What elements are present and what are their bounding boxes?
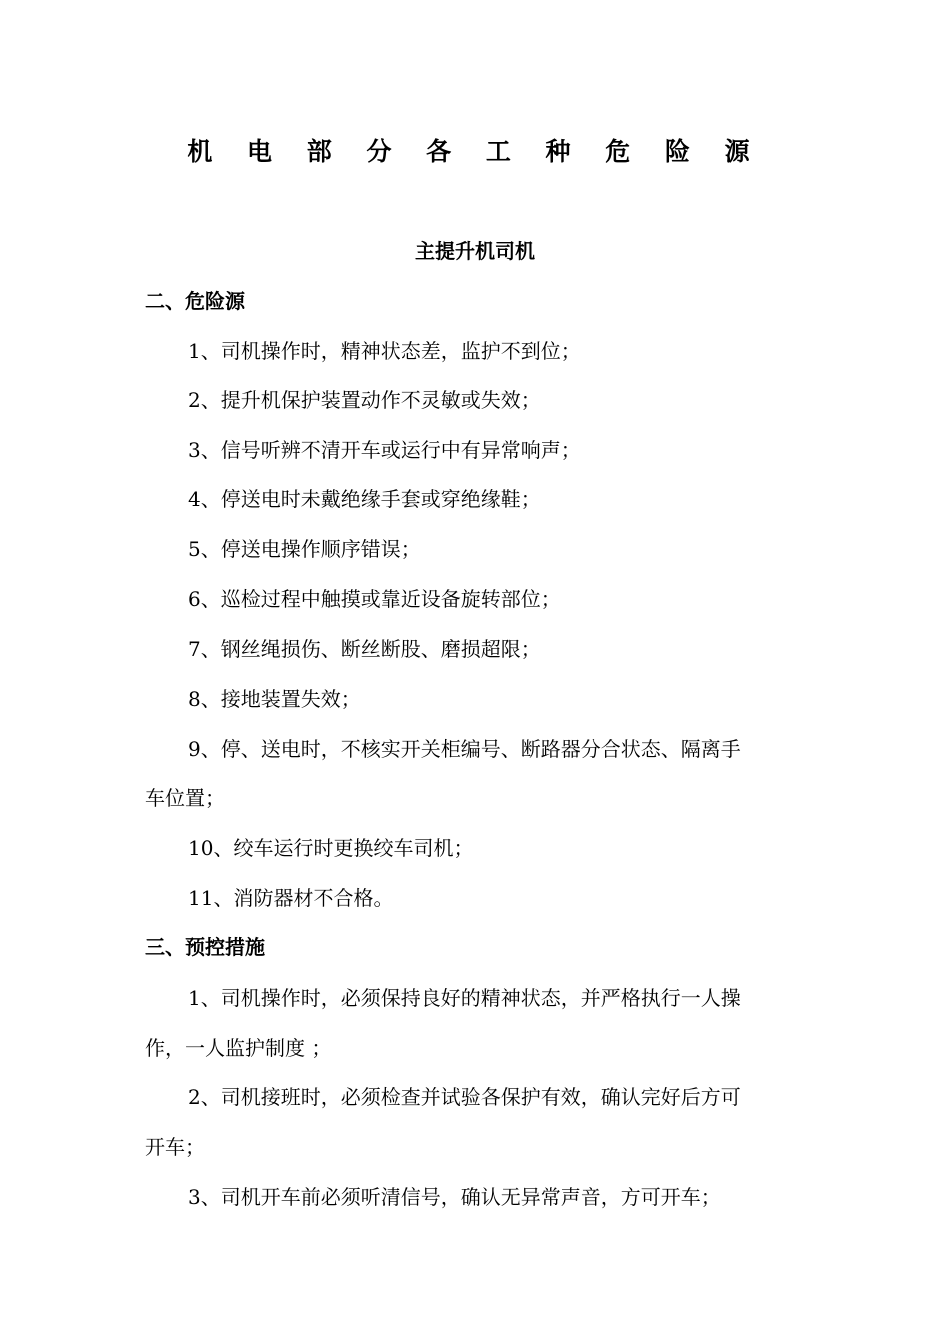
hazard-item: 7、钢丝绳损伤、断丝断股、磨损超限； [188, 637, 541, 661]
measure-item: 3、司机开车前必须听清信号，确认无异常声音，方可开车； [188, 1185, 721, 1209]
measure-item: 1、司机操作时，必须保持良好的精神状态，并严格执行一人操 [188, 986, 741, 1010]
measure-item: 2、司机接班时，必须检查并试验各保护有效，确认完好后方可 [188, 1085, 741, 1109]
hazard-item: 6、巡检过程中触摸或靠近设备旋转部位； [188, 587, 561, 611]
hazard-item: 1、司机操作时，精神状态差，监护不到位； [188, 339, 581, 363]
hazard-item: 9、停、送电时，不核实开关柜编号、断路器分合状态、隔离手 [188, 737, 741, 761]
hazard-item: 10、绞车运行时更换绞车司机； [188, 836, 474, 860]
measure-item-continuation: 作，一人监护制度 ； [145, 1036, 332, 1060]
section-subtitle: 主提升机司机 [415, 239, 535, 263]
heading-control-measures: 三、预控措施 [145, 935, 265, 959]
hazard-item: 2、提升机保护装置动作不灵敏或失效； [188, 388, 541, 412]
hazard-item-continuation: 车位置； [145, 786, 225, 810]
heading-hazards: 二、危险源 [145, 289, 245, 313]
hazard-item: 3、信号听辨不清开车或运行中有异常响声； [188, 438, 581, 462]
document-title: 机 电 部 分 各 工 种 危 险 源 [187, 137, 763, 166]
measure-item-continuation: 开车； [145, 1135, 205, 1159]
hazard-item: 8、接地装置失效； [188, 687, 361, 711]
hazard-item: 4、停送电时未戴绝缘手套或穿绝缘鞋； [188, 487, 541, 511]
hazard-item: 5、停送电操作顺序错误； [188, 537, 421, 561]
hazard-item: 11、消防器材不合格。 [188, 886, 394, 910]
